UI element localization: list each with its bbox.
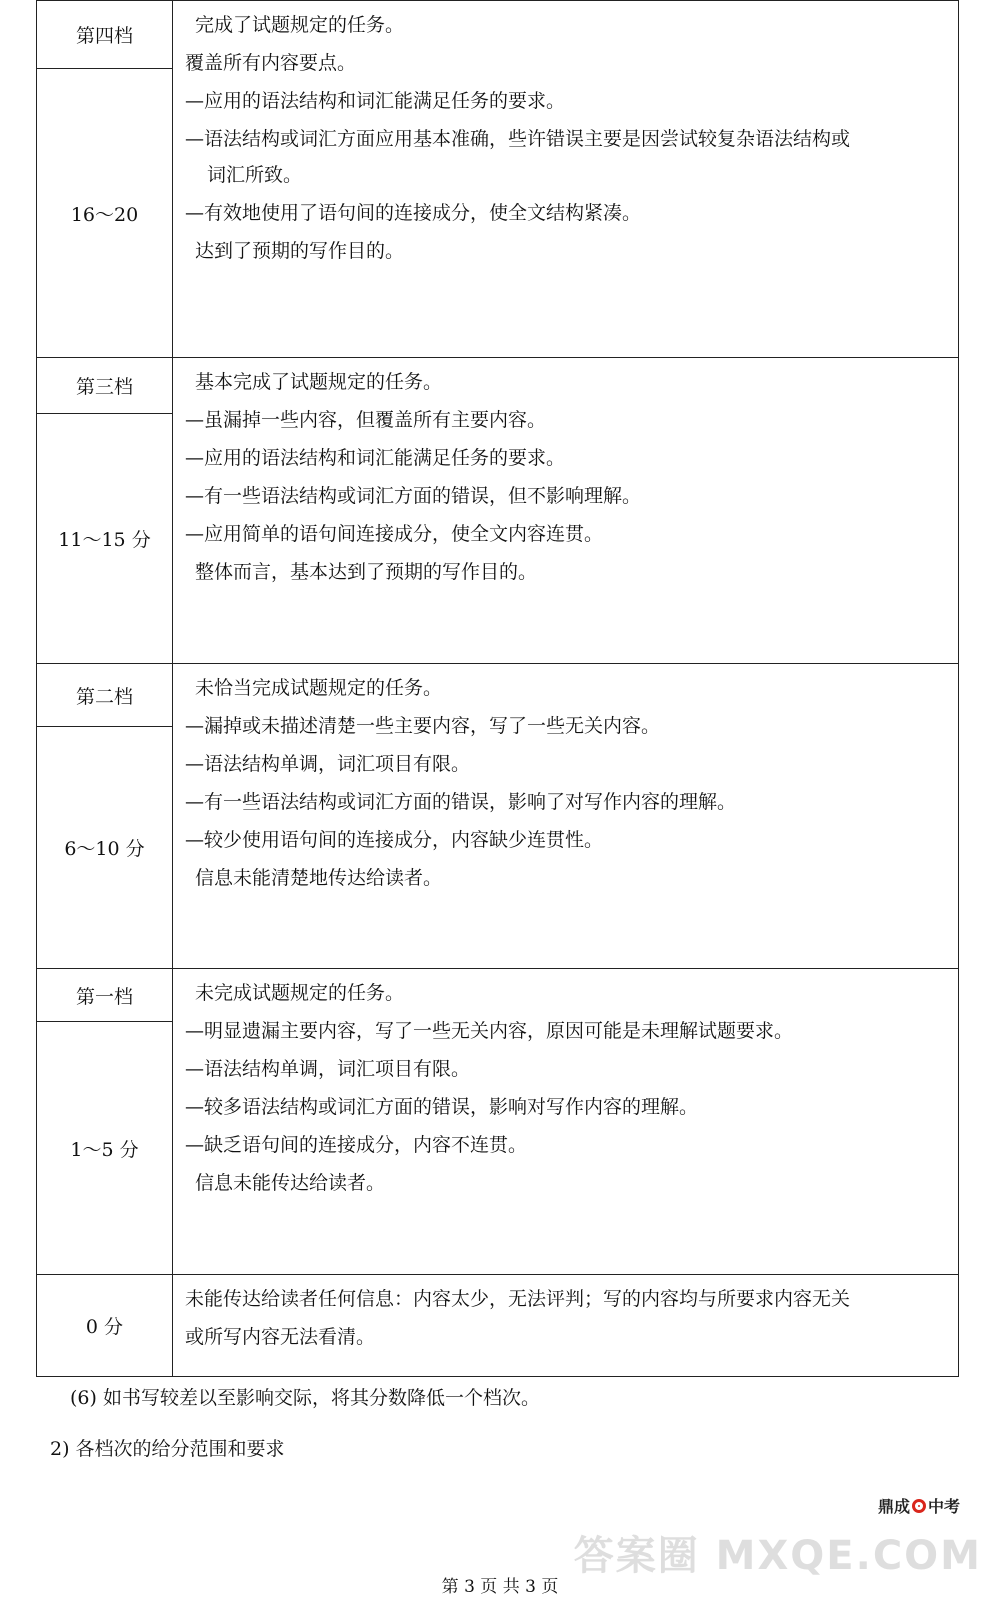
tier1-score: 1～5 分 bbox=[37, 1022, 173, 1275]
tier1-line: —语法结构单调，词汇项目有限。 bbox=[185, 1058, 471, 1080]
tier2-line: —较少使用语句间的连接成分，内容缺少连贯性。 bbox=[185, 829, 604, 851]
section-2-heading: 2) 各档次的给分范围和要求 bbox=[50, 1438, 285, 1460]
tier4-score: 16～20 bbox=[37, 69, 173, 358]
tier0-score: 0 分 bbox=[37, 1275, 173, 1377]
page-number: 第 3 页 共 3 页 bbox=[441, 1577, 559, 1597]
tier2-line: —漏掉或未描述清楚一些主要内容，写了一些无关内容。 bbox=[185, 715, 661, 737]
tier0-description bbox=[173, 1275, 959, 1377]
tier1-line: 未完成试题规定的任务。 bbox=[195, 982, 405, 1004]
tier3-line: —应用的语法结构和词汇能满足任务的要求。 bbox=[185, 447, 566, 469]
logo-text-right: 中考 bbox=[927, 1497, 960, 1516]
tier1-line: —明显遗漏主要内容，写了一些无关内容，原因可能是未理解试题要求。 bbox=[185, 1020, 794, 1042]
tier4-line: —有效地使用了语句间的连接成分，使全文结构紧凑。 bbox=[185, 202, 642, 224]
tier2-line: 信息未能清楚地传达给读者。 bbox=[195, 867, 443, 889]
handwriting-note: (6) 如书写较差以至影响交际，将其分数降低一个档次。 bbox=[70, 1387, 540, 1409]
tier1-line: —较多语法结构或词汇方面的错误，影响对写作内容的理解。 bbox=[185, 1096, 699, 1118]
tier2-score: 6～10 分 bbox=[37, 727, 173, 969]
tier2-line: —有一些语法结构或词汇方面的错误，影响了对写作内容的理解。 bbox=[185, 791, 737, 813]
tier3-level: 第三档 bbox=[37, 358, 173, 414]
target-icon bbox=[912, 1499, 926, 1513]
tier0-line: 未能传达给读者任何信息：内容太少，无法评判；写的内容均与所要求内容无关 bbox=[185, 1288, 851, 1310]
tier3-line: —应用简单的语句间连接成分，使全文内容连贯。 bbox=[185, 523, 604, 545]
tier3-line: 基本完成了试题规定的任务。 bbox=[195, 371, 443, 393]
tier3-score: 11～15 分 bbox=[37, 414, 173, 664]
tier4-level: 第四档 bbox=[37, 1, 173, 69]
tier2-description bbox=[173, 664, 959, 969]
brand-logo bbox=[878, 1494, 960, 1517]
tier1-line: —缺乏语句间的连接成分，内容不连贯。 bbox=[185, 1134, 528, 1156]
tier4-line: 覆盖所有内容要点。 bbox=[185, 52, 357, 74]
tier2-line: —语法结构单调，词汇项目有限。 bbox=[185, 753, 471, 775]
tier3-description bbox=[173, 358, 959, 664]
tier3-line: 整体而言，基本达到了预期的写作目的。 bbox=[195, 561, 538, 583]
tier4-line: —应用的语法结构和词汇能满足任务的要求。 bbox=[185, 90, 566, 112]
tier1-description bbox=[173, 969, 959, 1275]
tier1-level: 第一档 bbox=[37, 969, 173, 1022]
tier3-line: —虽漏掉一些内容，但覆盖所有主要内容。 bbox=[185, 409, 547, 431]
logo-text-left: 鼎成 bbox=[877, 1497, 910, 1516]
tier4-line: 完成了试题规定的任务。 bbox=[195, 14, 405, 36]
scoring-rubric-table bbox=[36, 0, 959, 1377]
tier4-line: —语法结构或词汇方面应用基本准确，些许错误主要是因尝试较复杂语法结构或 bbox=[185, 128, 851, 150]
tier4-line: 词汇所致。 bbox=[207, 164, 303, 186]
tier4-line: 达到了预期的写作目的。 bbox=[195, 240, 405, 262]
tier1-line: 信息未能传达给读者。 bbox=[195, 1172, 386, 1194]
tier2-line: 未恰当完成试题规定的任务。 bbox=[195, 677, 443, 699]
watermark: 答案圈 MXQE.COM bbox=[573, 1533, 982, 1579]
tier3-line: —有一些语法结构或词汇方面的错误，但不影响理解。 bbox=[185, 485, 642, 507]
tier0-line: 或所写内容无法看清。 bbox=[185, 1326, 376, 1348]
tier4-description bbox=[173, 1, 959, 358]
tier2-level: 第二档 bbox=[37, 664, 173, 727]
